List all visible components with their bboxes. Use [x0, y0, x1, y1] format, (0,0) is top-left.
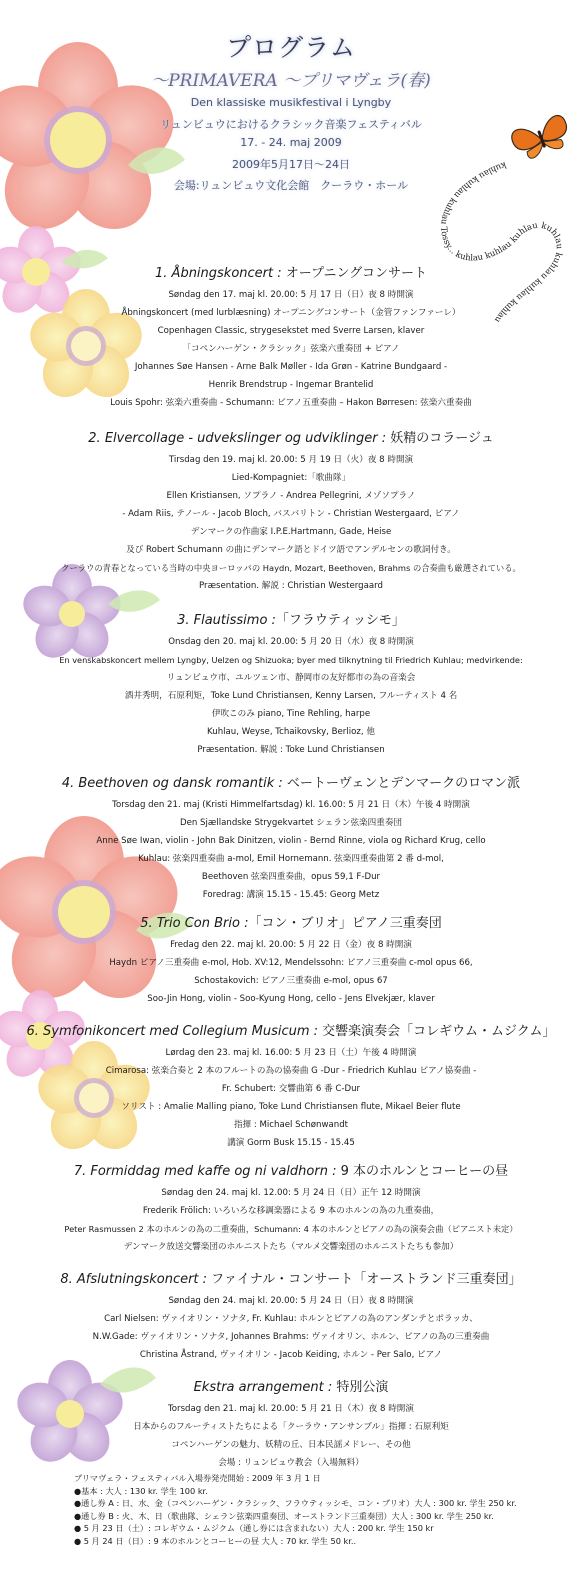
concert-section-5 — [0, 912, 582, 1008]
ticket-info-line: ●通し券 B : 火、木、日（歌曲隊、シェラン弦楽四重奏団、オーストランド三重奏団）大人 : 300 kr. 学生 250 kr. — [74, 1510, 494, 1521]
festival-subtitle: 〜PRIMAVERA 〜プリマヴェラ(春) — [151, 71, 431, 91]
header-line-5: 会場:リュンビュウ文化会館 クーラウ・ホール — [173, 179, 409, 192]
ticket-info-line: ●基本 : 大人 : 130 kr. 学生 100 kr. — [74, 1485, 208, 1496]
section-line: デンマークの作曲家 I.P.E.Hartmann, Gade, Heise — [190, 527, 392, 537]
section-line: コペンハーゲンの魅力、妖精の丘、日本民謡メドレー、その他 — [171, 1440, 411, 1450]
section-line: En venskabskoncert mellem Lyngby, Uelzen og Shizuoka; byer med tilknytning til Friedrich Kuhlau; medvirkende: — [59, 655, 523, 665]
section-title: 1. Åbningskoncert : オープニングコンサート — [155, 266, 427, 281]
concert-section-8 — [0, 1268, 582, 1364]
section-line: Torsdag den 21. maj (Kristi Himmelfartsdag) kl. 16.00: 5 月 21 日（木）午後 4 時開演 — [112, 800, 470, 810]
section-line: Den Sjællandske Strygekvartet シェラン弦楽四重奏団 — [179, 818, 403, 828]
section-line: 及び Robert Schumann の曲にデンマーク語とドイツ語でアンデルセンの歌詞付き。 — [126, 545, 456, 555]
section-line: ソリスト : Amalie Malling piano, Toke Lund Christiansen flute, Mikael Beier flute — [121, 1102, 461, 1112]
section-line: 講演 Gorm Busk 15.15 - 15.45 — [227, 1138, 355, 1148]
ticket-info-line: プリマヴェラ・フェスティバル入場券発売開始 : 2009 年 3 月 1 日 — [74, 1473, 321, 1483]
section-line: Schostakovich: ピアノ三重奏曲 e-mol, opus 67 — [194, 976, 388, 986]
section-line: デンマーク放送交響楽団のホルニストたち（マルメ交響楽団のホルニストたちも参加） — [123, 1242, 459, 1252]
header-line-4: 2009年5月17日〜24日 — [232, 158, 350, 171]
header-line-2: リュンビュウにおけるクラシック音楽フェスティバル — [160, 118, 422, 131]
section-line: Cimarosa: 弦楽合奏と 2 本のフルートの為の協奏曲 G -Dur - Friedrich Kuhlau ピアノ協奏曲 - — [105, 1066, 477, 1076]
section-title: Ekstra arrangement : 特別公演 — [193, 1380, 389, 1395]
concert-section-2 — [0, 427, 582, 595]
section-line: Haydn ピアノ三重奏曲 e-mol, Hob. XV:12, Mendelssohn: ピアノ三重奏曲 c-mol opus 66, — [109, 958, 473, 968]
section-line: Fr. Schubert: 交響曲第 6 番 C-Dur — [221, 1084, 361, 1094]
section-line: Peter Rasmussen 2 本のホルンの為の二重奏曲，Schumann: 4 本のホルンとピアノの為の演奏会曲（ピアニスト未定） — [64, 1224, 518, 1234]
ticket-info — [74, 1472, 574, 1547]
section-line: Åbningskoncert (med lurblæsning) オープニングコンサート（金管ファンファーレ） — [121, 308, 461, 318]
section-title: 5. Trio Con Brio :「コン・ブリオ」ピアノ三重奏団 — [140, 916, 442, 931]
header-line-1: Den klassiske musikfestival i Lyngby — [190, 96, 392, 109]
section-line: Kuhlau, Weyse, Tchaikovsky, Berlioz, 他 — [207, 727, 375, 737]
section-title: 4. Beethoven og dansk romantik : ベートーヴェンとデンマークのロマン派 — [61, 776, 521, 791]
section-title: 3. Flautissimo :「フラウティッシモ」 — [177, 613, 405, 628]
section-line: Carl Nielsen: ヴァイオリン・ソナタ, Fr. Kuhlau: ホルンとピアノの為のアンダンテとポラッカ、 — [104, 1314, 478, 1324]
section-line: 伊吹このみ piano, Tine Rehling, harpe — [211, 709, 371, 719]
ticket-info-line: ● 5 月 24 日（日）: 9 本のホルンとコーヒーの昼 大人 : 70 kr. 学生 50 kr.. — [74, 1535, 357, 1546]
section-title: 2. Elvercollage - udvekslinger og udviklinger : 妖精のコラージュ — [88, 431, 494, 446]
section-line: クーラウの青春となっている当時の中央ヨーロッパの Haydn, Mozart, Beethoven, Brahms の合奏曲も厳選されている。 — [61, 563, 521, 573]
section-line: Præsentation. 解説 : Toke Lund Christiansen — [197, 745, 385, 755]
ticket-info-line: ● 5 月 23 日（土）: コレギウム・ムジクム（通し券には含まれない）大人 : 200 kr. 学生 150 kr — [74, 1523, 434, 1533]
section-line: N.W.Gade: ヴァイオリン・ソナタ, Johannes Brahms: ヴァイオリン、ホルン、ピアノの為の三重奏曲 — [92, 1332, 490, 1342]
section-line: Tirsdag den 19. maj kl. 20.00: 5 月 19 日（火）夜 8 時開演 — [168, 455, 414, 465]
section-line: Soo-Jin Hong, violin - Soo-Kyung Hong, cello - Jens Elvekjær, klaver — [147, 994, 435, 1004]
concert-section-6 — [0, 1020, 582, 1152]
section-line: Louis Spohr: 弦楽六重奏曲 - Schumann: ピアノ五重奏曲 – Hakon Børresen: 弦楽六重奏曲 — [110, 398, 472, 408]
section-line: 会場 : リュンビュウ教会（入場無料） — [218, 1458, 364, 1468]
section-line: 酒井秀明，石原利矩，Toke Lund Christiansen, Kenny Larsen, フルーティスト 4 名 — [124, 691, 458, 701]
section-line: Henrik Brendstrup - Ingemar Brantelid — [208, 380, 374, 390]
section-line: リュンビュウ市、ユルツェン市、静岡市の友好都市の為の音楽会 — [166, 673, 416, 683]
ticket-info-line: ●通し券 A : 日、水、金（コペンハーゲン・クラシック、フラウティッシモ、コン・ブリオ）大人 : 300 kr. 学生 250 kr. — [74, 1498, 517, 1508]
section-line: Johannes Søe Hansen - Arne Balk Møller - Ida Grøn - Katrine Bundgaard - — [134, 362, 448, 372]
section-line: Anne Søe Iwan, violin - John Bak Dinitzen, violin - Bernd Rinne, viola og Richard Krug, cello — [96, 836, 486, 846]
section-line: 指揮 : Michael Schønwandt — [233, 1120, 349, 1130]
section-line: Søndag den 24. maj kl. 12.00: 5 月 24 日（日）正午 12 時開演 — [161, 1188, 421, 1198]
concert-section-7 — [0, 1160, 582, 1256]
section-line: Copenhagen Classic, strygesekstet med Sverre Larsen, klaver — [157, 326, 425, 336]
section-title: 8. Afslutningskoncert : ファイナル・コンサート「オーストランド三重奏団」 — [60, 1272, 522, 1287]
section-line: Fredag den 22. maj kl. 20.00: 5 月 22 日（金）夜 8 時開演 — [170, 940, 412, 950]
section-title: 7. Formiddag med kaffe og ni valdhorn : 9 本のホルンとコーヒーの昼 — [73, 1164, 509, 1179]
section-title: 6. Symfonikoncert med Collegium Musicum : 交響楽演奏会「コレギウム・ムジクム」 — [26, 1024, 556, 1039]
section-line: Lied-Kompagniet:「歌曲隊」 — [231, 473, 351, 483]
section-line: Søndag den 17. maj kl. 20.00: 5 月 17 日（日）夜 8 時開演 — [168, 290, 414, 300]
concert-section-4 — [0, 772, 582, 904]
page-title: プログラム — [226, 33, 356, 62]
section-line: Lørdag den 23. maj kl. 16.00: 5 月 23 日（土）午後 4 時開演 — [165, 1048, 417, 1058]
header-line-3: 17. - 24. maj 2009 — [240, 136, 342, 149]
section-line: Christina Åstrand, ヴァイオリン - Jacob Keiding, ホルン - Per Salo, ピアノ — [139, 1350, 443, 1360]
section-line: Præsentation. 解説 : Christian Westergaard — [199, 581, 383, 591]
section-line: Beethoven 弦楽四重奏曲，opus 59,1 F-Dur — [201, 872, 381, 882]
section-line: Onsdag den 20. maj kl. 20.00: 5 月 20 日（水）夜 8 時開演 — [168, 637, 414, 647]
section-line: Foredrag: 講演 15.15 - 15.45: Georg Metz — [202, 890, 380, 900]
section-line: Ellen Kristiansen, ソプラノ - Andrea Pellegrini, メゾソプラノ — [166, 491, 416, 501]
section-line: Torsdag den 21. maj kl. 20.00: 5 月 21 日（木）夜 8 時開演 — [168, 1404, 414, 1414]
section-line: 「コペンハーゲン・クラシック」弦楽六重奏団 + ピアノ — [182, 344, 400, 354]
concert-section-1 — [0, 262, 582, 412]
extra-event-section — [0, 1376, 582, 1472]
section-line: Kuhlau: 弦楽四重奏曲 a-mol, Emil Hornemann. 弦楽四重奏曲第 2 番 d-mol, — [138, 854, 444, 864]
section-line: Frederik Frölich: いろいろな移調楽器による 9 本のホルンの為の九重奏曲， — [142, 1206, 440, 1216]
section-line: - Adam Riis, テノール - Jacob Bloch, バスバリトン - Christian Westergaard, ピアノ — [122, 509, 460, 519]
section-line: Søndag den 24. maj kl. 20.00: 5 月 24 日（日）夜 8 時開演 — [168, 1296, 414, 1306]
section-line: 日本からのフルーティストたちによる「クーラウ・アンサンブル」指揮 : 石原利矩 — [133, 1422, 449, 1432]
concert-section-3 — [0, 609, 582, 759]
spiral-text: kuhlau kuhlau kuhlau Tossy... kuhlau kuhlau kuhlau kuhlau kuhlau kuhlau kuhlau — [438, 159, 564, 325]
